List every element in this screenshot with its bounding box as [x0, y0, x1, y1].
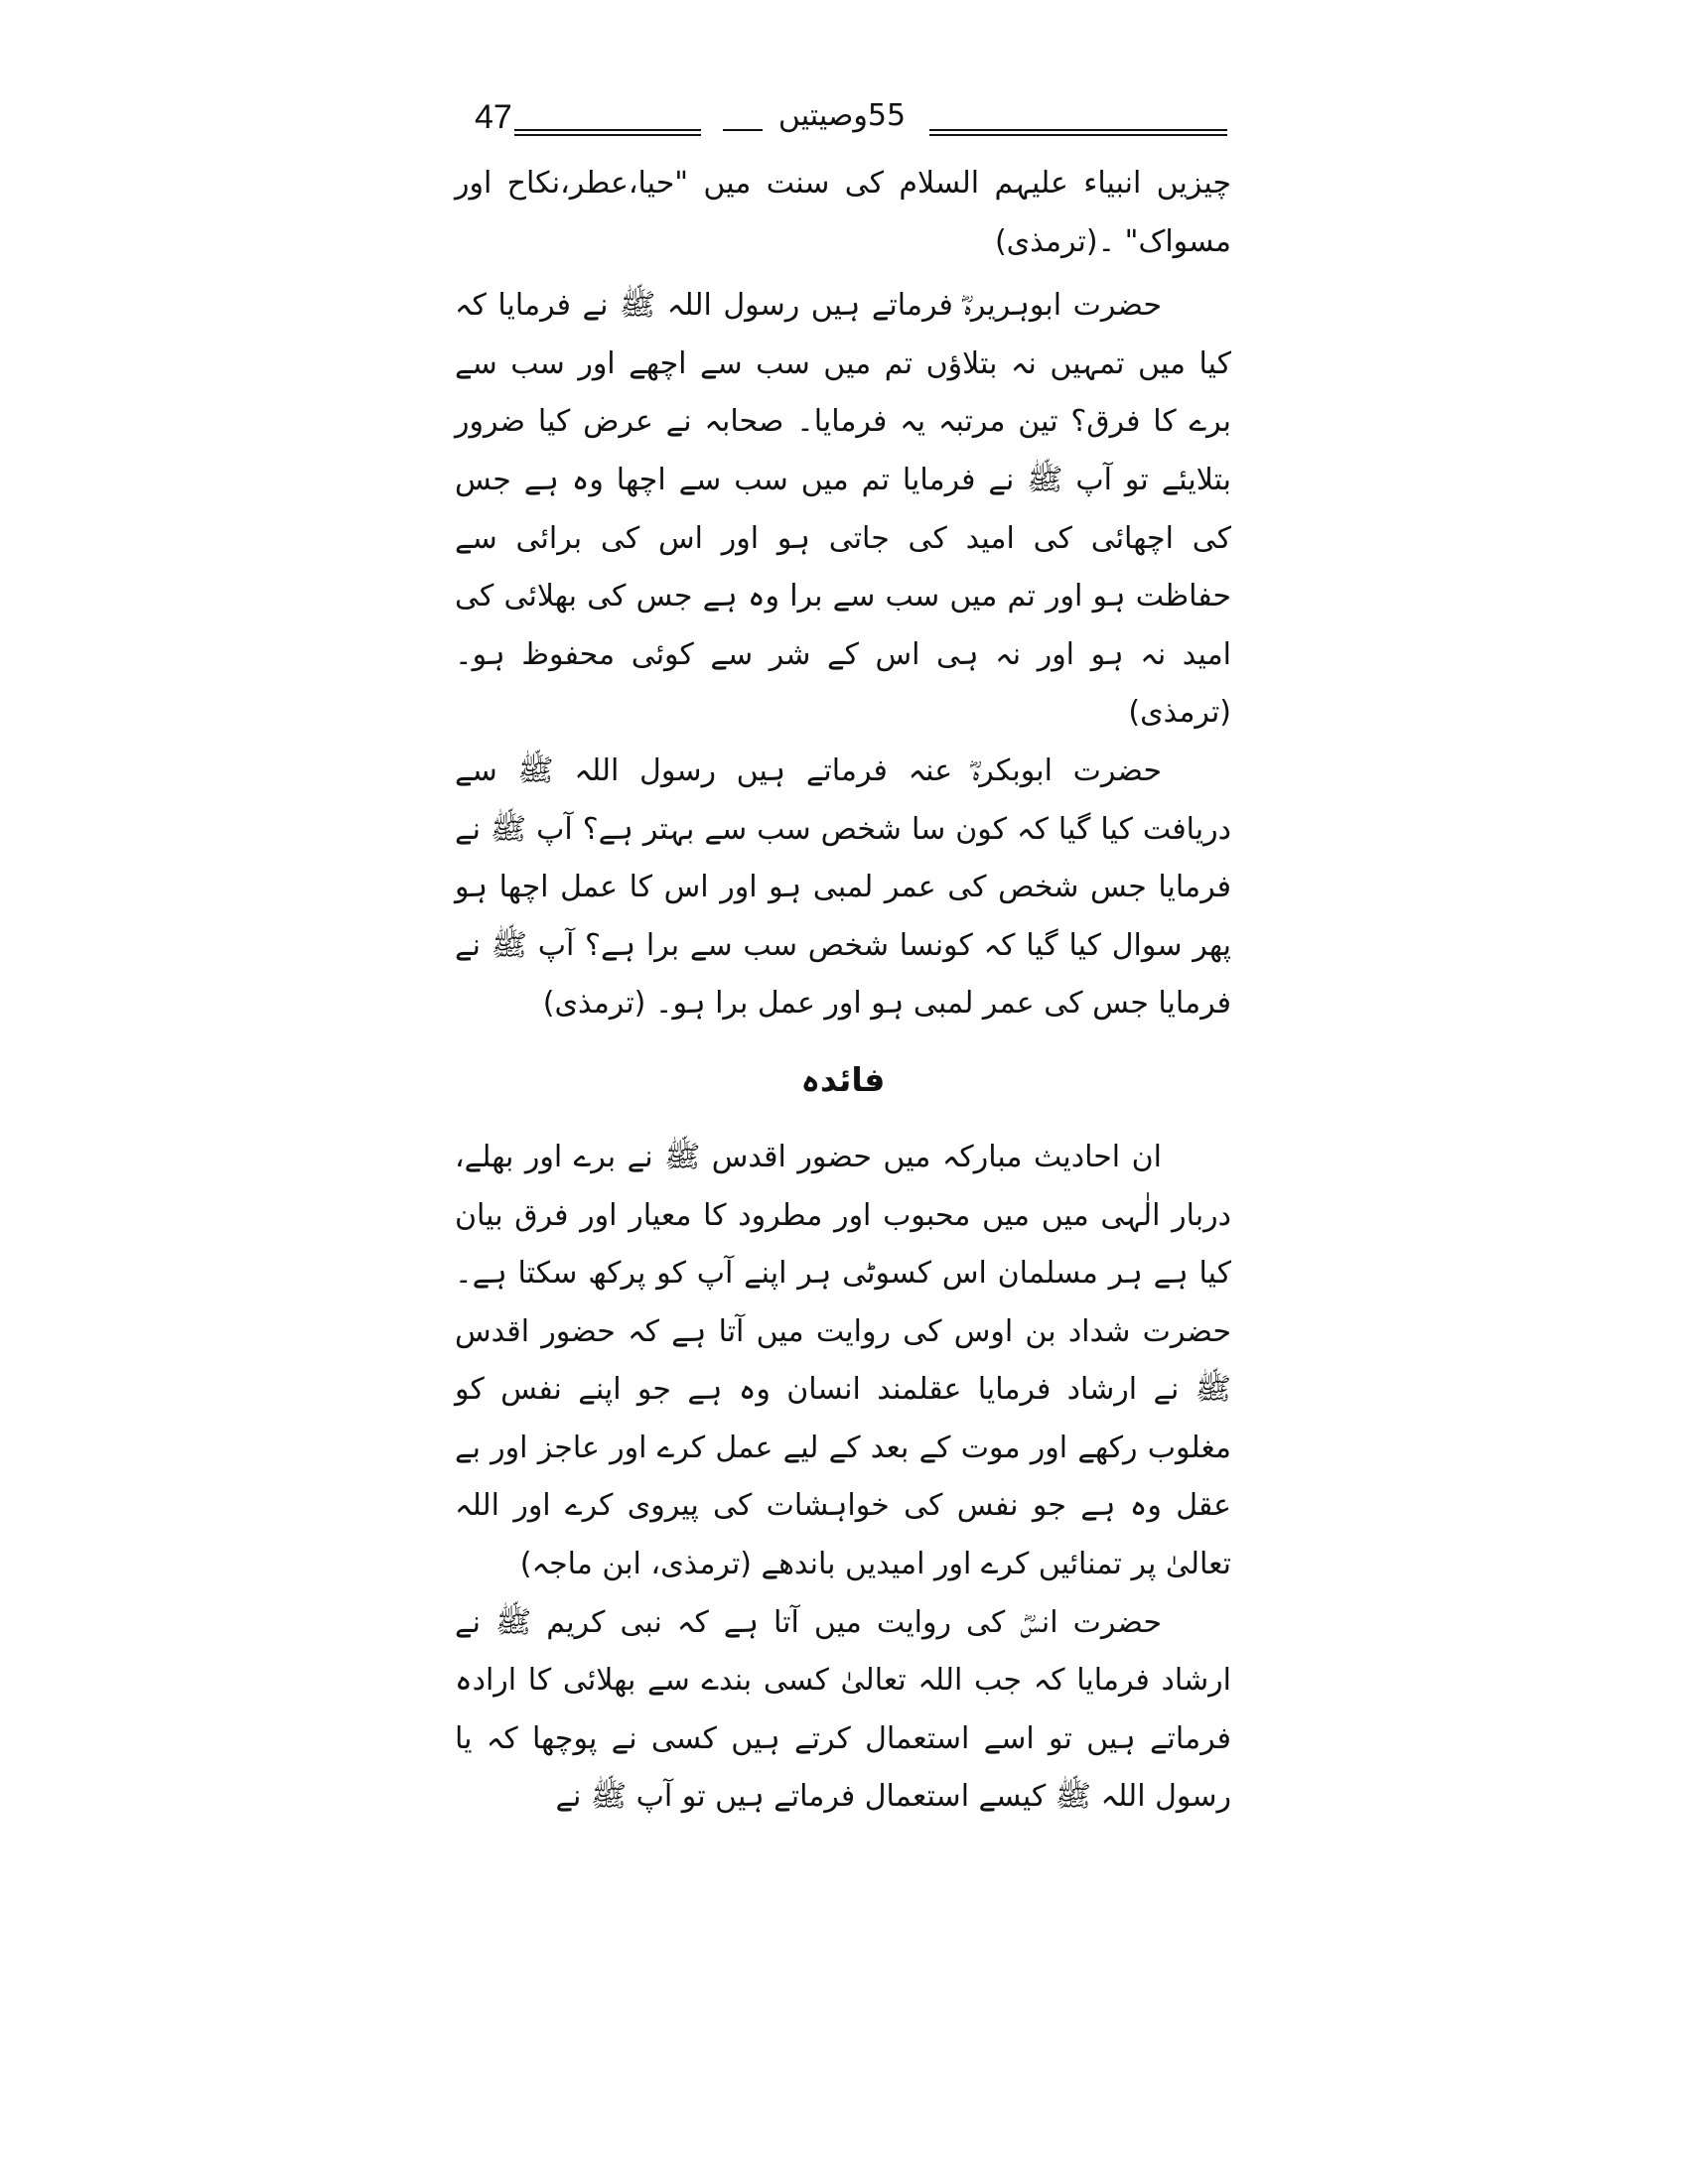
header-rule-right-lower [929, 134, 1227, 136]
paragraph-hadith-anas: حضرت انسؓ کی روایت میں آتا ہے کہ نبی کریم ﷺ نے ارشاد فرمایا کہ جب اللہ تعالیٰ کسی بندے سے بھلائی کا ارادہ فرماتے ہیں تو اسے استعمال کرتے ہیں کسی نے پوچھا کہ یا رسول اللہ ﷺ کیسے استعمال فرماتے ہیں تو آپ ﷺ نے [455, 1604, 1231, 1815]
header-rule-left-lower [514, 134, 701, 136]
paragraph-hadith-abu-hurairah: حضرت ابوہریرہؓ فرماتے ہیں رسول اللہ ﷺ نے فرمایا کہ کیا میں تمہیں نہ بتلاؤں تم میں سب سے اچھے اور سب سے برے کا فرق؟ تین مرتبہ یہ فرمایا۔ صحابہ نے عرض کیا ضرور بتلایئے تو آپ ﷺ نے فرمایا تم میں سب سے اچھا وہ ہے جس کی اچھائی کی امید کی جاتی ہو اور اس کی برائی سے حفاظت ہو اور تم میں سب سے برا وہ ہے جس کی بھلائی کی امید نہ ہو اور نہ ہی اس کے شر سے کوئی محفوظ ہو۔ (ترمذی) [455, 288, 1231, 731]
page-body [455, 155, 1231, 1827]
paragraph-continuation: چیزیں انبیاء علیہم السلام کی سنت میں "حیا،عطر،نکاح اور مسواک" ۔(ترمذی) [455, 166, 1231, 259]
book-title: 55وصیتیں [777, 98, 907, 133]
page-number: 47 [475, 98, 512, 136]
header-rule-left-mid [723, 129, 763, 131]
section-heading: فائدہ [800, 1059, 886, 1099]
header-rule-left [514, 129, 701, 131]
paragraph-hadith-abu-bakrah: حضرت ابوبکرہؓ عنہ فرماتے ہیں رسول اللہ ﷺ سے دریافت کیا گیا کہ کون سا شخص سب سے بہتر ہے؟ آپ ﷺ نے فرمایا جس شخص کی عمر لمبی ہو اور اس کا عمل اچھا ہو پھر سوال کیا گیا کہ کونسا شخص سب سے برا ہے؟ آپ ﷺ نے فرمایا جس کی عمر لمبی ہو اور عمل برا ہو۔ (ترمذی) [455, 752, 1231, 1022]
page-header [455, 95, 1227, 145]
header-rule-right [929, 129, 1227, 131]
paragraph-faida: ان احادیث مبارکہ میں حضور اقدس ﷺ نے برے اور بھلے، دربار الٰہی میں میں محبوب اور مطرود کا معیار اور فرق بیان کیا ہے ہر مسلمان اس کسوٹی ہر اپنے آپ کو پرکھ سکتا ہے۔ حضرت شداد بن اوس کی روایت میں آتا ہے کہ حضور اقدس ﷺ نے ارشاد فرمایا عقلمند انسان وہ ہے جو اپنے نفس کو مغلوب رکھے اور موت کے بعد کے لیے عمل کرے اور عاجز اور بے عقل وہ ہے جو نفس کی خواہشات کی پیروی کرے اور اللہ تعالیٰ پر تمنائیں کرے اور امیدیں باندھے (ترمذی، ابن ماجہ) [455, 1139, 1231, 1582]
